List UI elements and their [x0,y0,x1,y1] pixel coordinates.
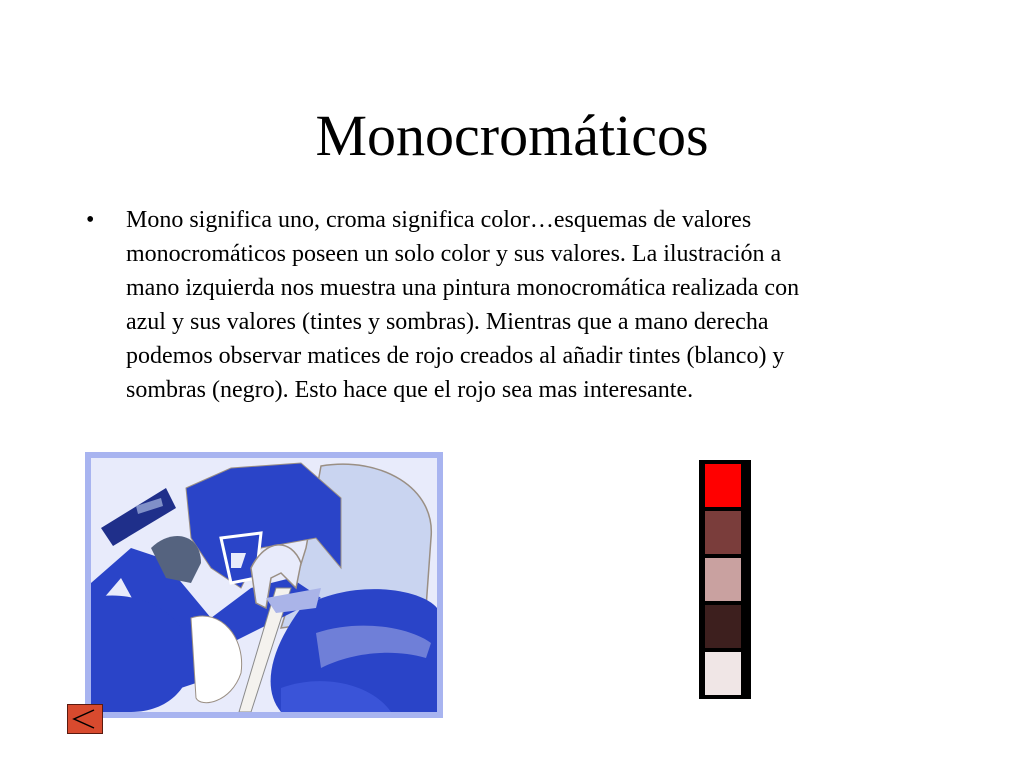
bullet-text: Mono significa uno, croma significa color…esquemas de valores monocromáticos poseen un solo color y sus valores. La ilustración a mano izquierda nos muestra una pintura monocromática realizada con azul y sus valores (tintes y sombras). Mientras que a mano derecha podemos observar matices de rojo creados al añadir tintes (blanco) y sombras (negro). Esto hace que el rojo sea mas interesante. [126,207,800,403]
bullet-symbol: • [86,207,95,233]
back-button[interactable] [67,704,103,734]
swatch-red [705,464,741,507]
monochromatic-blue-painting [85,452,443,718]
swatch-red-shade-dark [705,605,741,648]
slide-title: Monocromáticos [315,103,709,168]
red-swatch-column [699,460,751,699]
swatch-red-tint [705,558,741,601]
back-arrow-icon [68,705,102,733]
swatch-red-shade-medium [705,511,741,554]
painting-illustration [91,458,437,712]
swatch-red-tint-light [705,652,741,695]
